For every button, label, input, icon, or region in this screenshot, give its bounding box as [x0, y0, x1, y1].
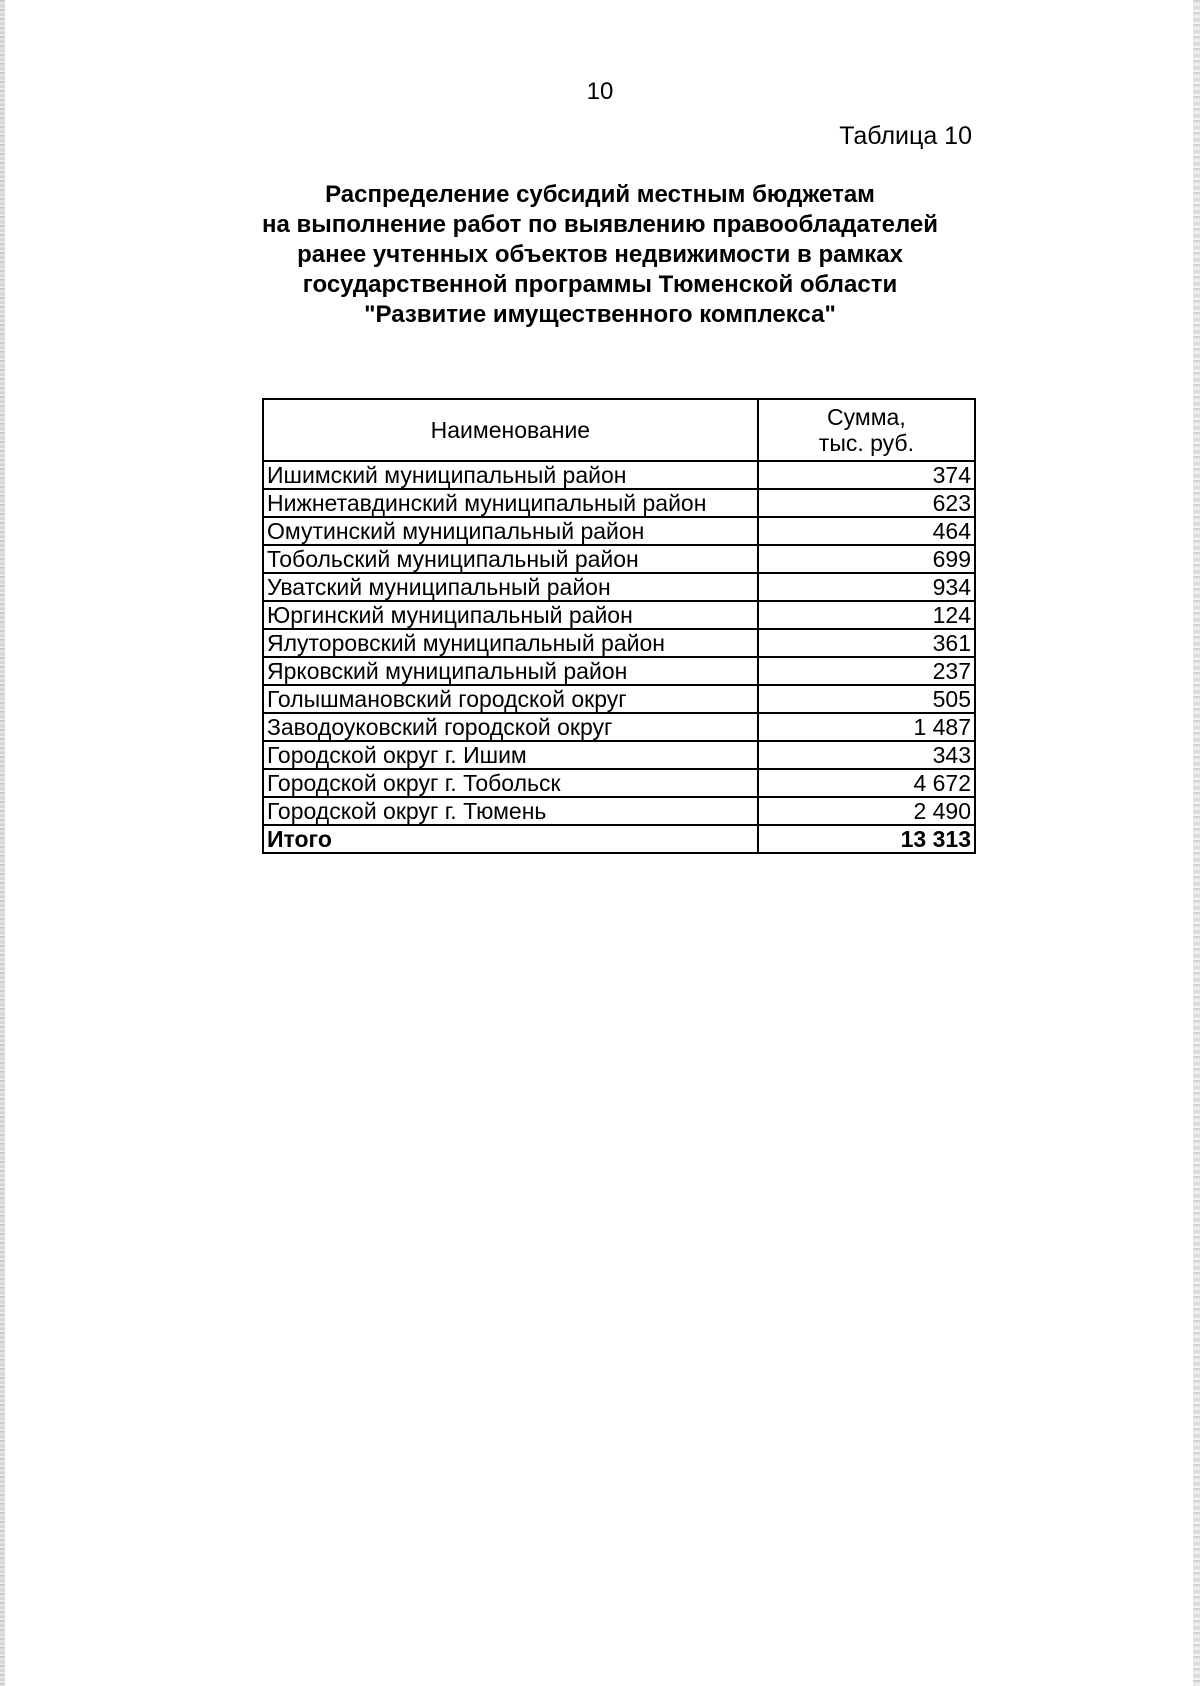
document-title	[0, 180, 1200, 330]
row-name: Городской округ г. Тюмень	[263, 797, 758, 825]
row-sum: 237	[758, 657, 975, 685]
row-name: Юргинский муниципальный район	[263, 601, 758, 629]
table-row	[263, 657, 975, 685]
table-row	[263, 601, 975, 629]
row-name: Уватский муниципальный район	[263, 573, 758, 601]
row-sum: 1 487	[758, 713, 975, 741]
row-sum: 374	[758, 461, 975, 489]
table-row	[263, 461, 975, 489]
row-sum: 464	[758, 517, 975, 545]
row-sum: 623	[758, 489, 975, 517]
table-header-row	[263, 399, 975, 461]
row-sum: 505	[758, 685, 975, 713]
page-number: 10	[586, 78, 614, 105]
title-line: на выполнение работ по выявлению правообладателей	[262, 211, 938, 238]
table-total-row	[263, 825, 975, 853]
row-sum: 699	[758, 545, 975, 573]
table-row	[263, 573, 975, 601]
header-name: Наименование	[263, 399, 758, 461]
total-label: Итого	[263, 825, 758, 853]
subsidy-table	[262, 398, 976, 854]
row-sum: 124	[758, 601, 975, 629]
row-name: Омутинский муниципальный район	[263, 517, 758, 545]
table-row	[263, 489, 975, 517]
title-line: Распределение субсидий местным бюджетам	[325, 181, 875, 208]
row-sum: 2 490	[758, 797, 975, 825]
row-name: Тобольский муниципальный район	[263, 545, 758, 573]
table-row	[263, 685, 975, 713]
table-row	[263, 545, 975, 573]
table-row	[263, 629, 975, 657]
header-sum: Сумма, тыс. руб.	[758, 399, 975, 461]
row-name: Городской округ г. Тобольск	[263, 769, 758, 797]
title-line: "Развитие имущественного комплекса"	[364, 301, 836, 328]
table-label: Таблица 10	[839, 122, 972, 150]
table-row	[263, 713, 975, 741]
row-name: Ялуторовский муниципальный район	[263, 629, 758, 657]
row-name: Ишимский муниципальный район	[263, 461, 758, 489]
table-row	[263, 769, 975, 797]
title-line: ранее учтенных объектов недвижимости в рамках	[297, 241, 903, 268]
row-name: Ярковский муниципальный район	[263, 657, 758, 685]
row-sum: 934	[758, 573, 975, 601]
table-row	[263, 517, 975, 545]
row-sum: 4 672	[758, 769, 975, 797]
row-name: Городской округ г. Ишим	[263, 741, 758, 769]
total-sum: 13 313	[758, 825, 975, 853]
table-row	[263, 797, 975, 825]
title-line: государственной программы Тюменской области	[302, 271, 898, 298]
row-name: Нижнетавдинский муниципальный район	[263, 489, 758, 517]
row-sum: 361	[758, 629, 975, 657]
row-name: Заводоуковский городской округ	[263, 713, 758, 741]
table-row	[263, 741, 975, 769]
row-sum: 343	[758, 741, 975, 769]
row-name: Голышмановский городской округ	[263, 685, 758, 713]
